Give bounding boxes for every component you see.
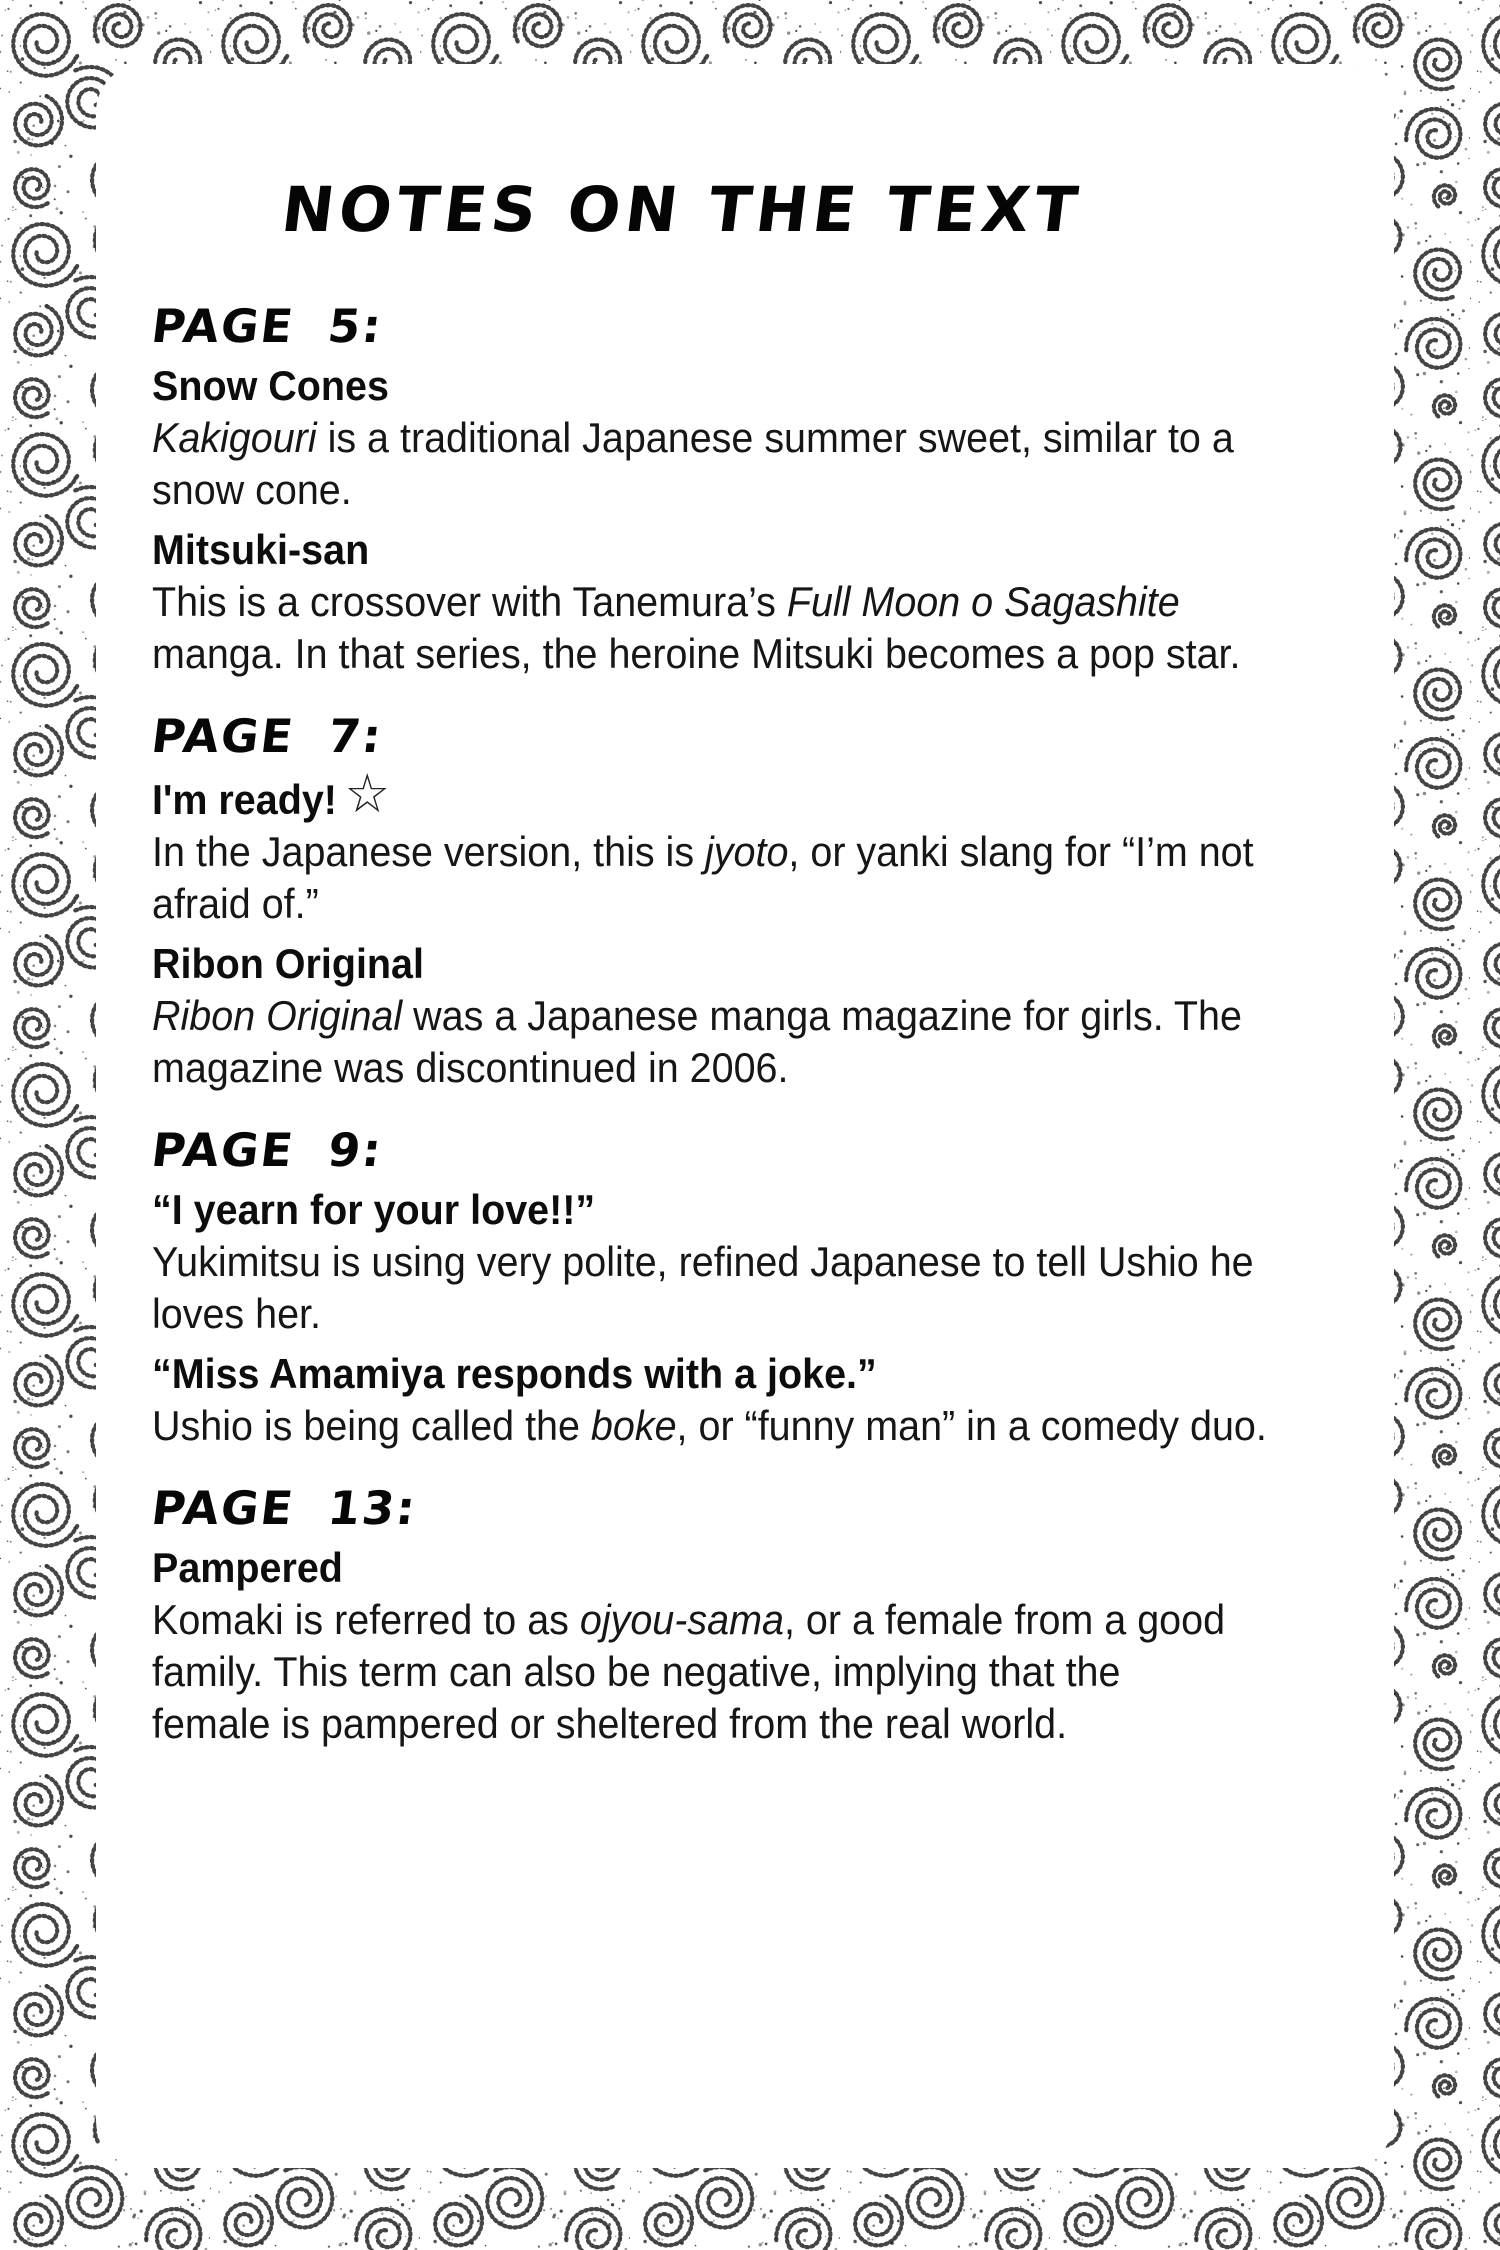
body-segment: In the Japanese version, this is [152, 828, 706, 875]
notes-list [148, 299, 1394, 1750]
note-heading [152, 1184, 1319, 1236]
body-segment: , or a female from a good [783, 1596, 1226, 1643]
note-item [152, 764, 1394, 930]
note-body-line [152, 628, 1319, 680]
body-segment-italic: jyoto [705, 828, 789, 875]
notes-panel [96, 64, 1394, 2168]
note-heading [152, 1348, 1319, 1400]
body-segment-italic: Full Moon o Sagashite [786, 578, 1180, 625]
page-header: PAGE 13: [148, 1481, 421, 1535]
note-heading [152, 938, 1319, 990]
note-item [152, 1542, 1394, 1750]
body-segment: family. This term can also be negative, implying that the [152, 1648, 1121, 1695]
note-body-line [152, 1698, 1319, 1750]
page-title: NOTES ON THE TEXT [277, 173, 1087, 246]
body-segment-italic: ojyou-sama [579, 1596, 784, 1643]
note-item [152, 524, 1394, 680]
body-segment: magazine was discontinued in 2006. [152, 1044, 789, 1091]
body-segment: Komaki is referred to as [152, 1596, 580, 1643]
notes-section [148, 1481, 1394, 1750]
note-heading-text: “Miss Amamiya responds with a joke.” [152, 1350, 877, 1397]
note-body-line [152, 1042, 1319, 1094]
note-heading-text: Snow Cones [152, 362, 389, 409]
body-segment: , or “funny man” in a comedy duo. [676, 1402, 1267, 1449]
note-heading [152, 1542, 1319, 1594]
notes-section [148, 1123, 1394, 1452]
note-heading [152, 524, 1319, 576]
note-body-line [152, 412, 1319, 464]
note-item [152, 360, 1394, 516]
note-heading-text: “I yearn for your love!!” [152, 1186, 596, 1233]
note-heading-text: Mitsuki-san [152, 526, 370, 573]
note-body-line [152, 990, 1319, 1042]
notes-section [148, 299, 1394, 680]
note-body-line [152, 1236, 1319, 1288]
page-header: PAGE 7: [148, 709, 387, 763]
body-segment: female is pampered or sheltered from the real world. [152, 1700, 1068, 1747]
body-segment: was a Japanese manga magazine for girls. The [402, 992, 1242, 1039]
body-segment-italic: Kakigouri [152, 414, 317, 461]
body-segment: manga. In that series, the heroine Mitsuki becomes a pop star. [152, 630, 1241, 677]
body-segment-italic: Ribon Original [152, 992, 403, 1039]
note-item [152, 938, 1394, 1094]
body-segment: snow cone. [152, 466, 352, 513]
note-body-line [152, 1400, 1319, 1452]
note-body-line [152, 826, 1319, 878]
body-segment: afraid of.” [152, 880, 319, 927]
body-segment: , or yanki slang for “I’m not [788, 828, 1254, 875]
note-heading [152, 360, 1319, 412]
star-icon: ☆ [344, 764, 390, 824]
body-segment: is a traditional Japanese summer sweet, similar to a [316, 414, 1234, 461]
note-heading [152, 764, 1319, 826]
note-item [152, 1348, 1394, 1452]
note-heading-text: Ribon Original [152, 940, 424, 987]
body-segment: Ushio is being called the [152, 1402, 591, 1449]
note-item [152, 1184, 1394, 1340]
note-body-line [152, 576, 1319, 628]
note-body-line [152, 1288, 1319, 1340]
note-body-line [152, 878, 1319, 930]
body-segment-italic: boke [590, 1402, 677, 1449]
body-segment: loves her. [152, 1290, 321, 1337]
note-body-line [152, 1646, 1319, 1698]
note-body-line [152, 1594, 1319, 1646]
note-body-line [152, 464, 1319, 516]
note-heading-text: I'm ready! [152, 776, 337, 823]
note-heading-text: Pampered [152, 1544, 343, 1591]
page-header: PAGE 5: [148, 299, 387, 353]
body-segment: This is a crossover with Tanemura’s [152, 578, 787, 625]
body-segment: Yukimitsu is using very polite, refined Japanese to tell Ushio he [152, 1238, 1254, 1285]
page-header: PAGE 9: [148, 1123, 387, 1177]
notes-section [148, 709, 1394, 1094]
